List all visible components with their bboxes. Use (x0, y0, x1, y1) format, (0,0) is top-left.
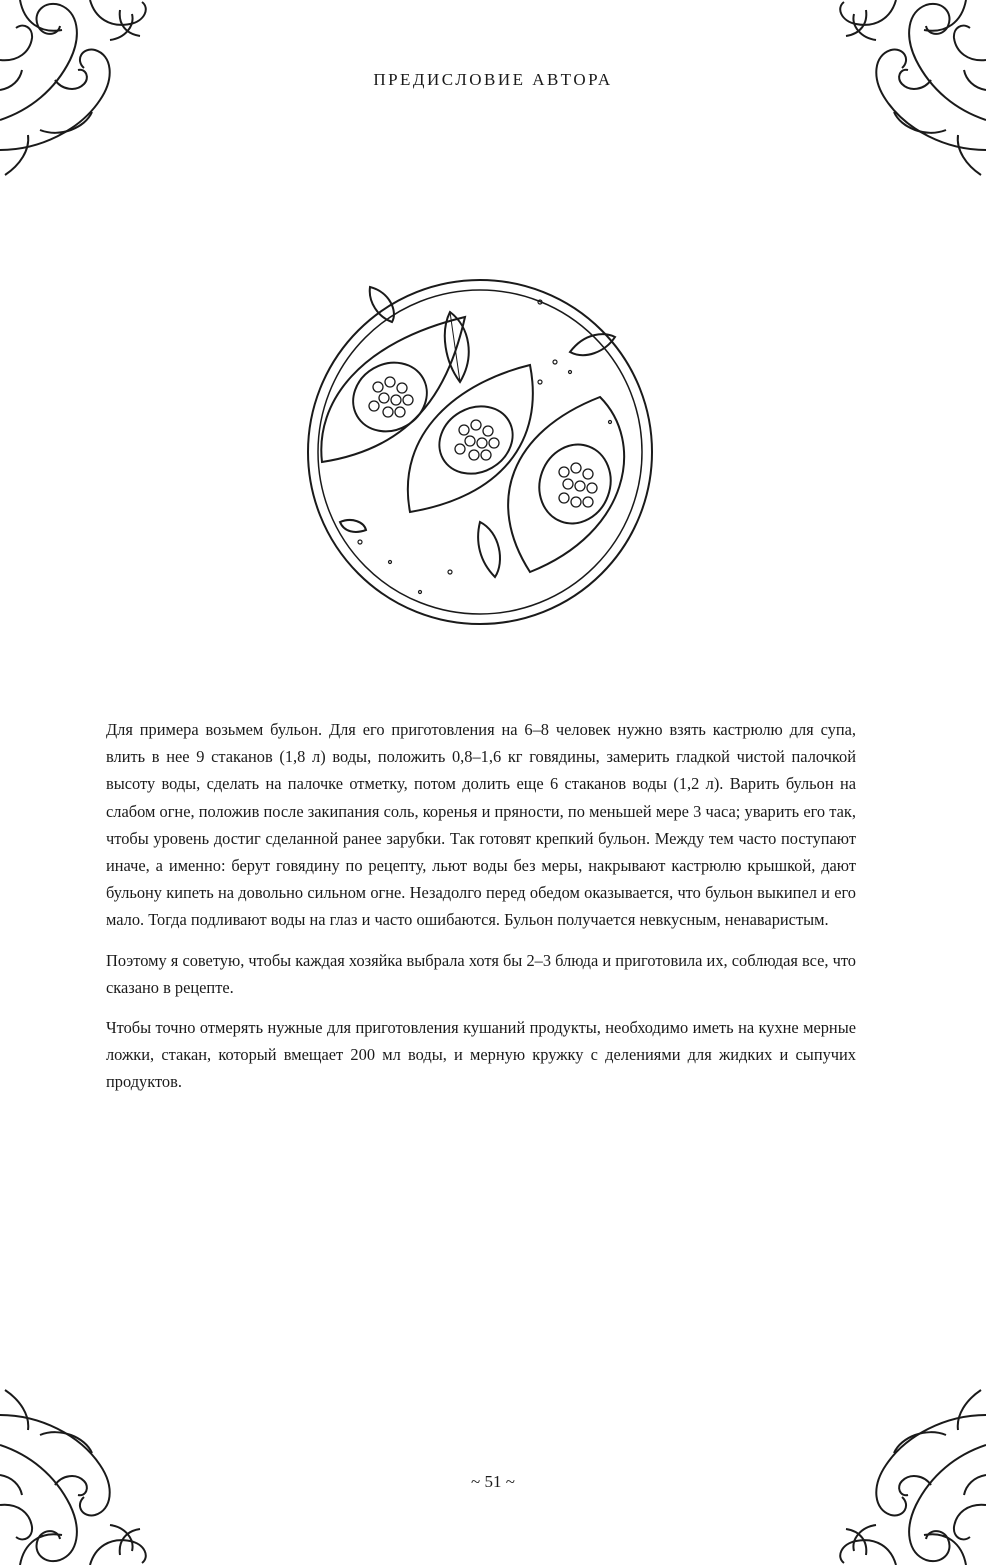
floral-corner-ornament-icon (796, 1375, 986, 1565)
page-number: ~ 51 ~ (471, 1472, 515, 1491)
running-title: ПРЕДИСЛОВИЕ АВТОРА (373, 70, 613, 89)
paragraph: Поэтому я советую, чтобы каждая хозяйка выбрала хотя бы 2–3 блюда и приготовила их, соблюдая все, что сказано в рецепте. (106, 950, 856, 997)
khachapuri-plate-illustration-icon (300, 272, 660, 632)
paragraph: Чтобы точно отмерять нужные для приготовления кушаний продукты, необходимо иметь на кухне мерные ложки, стакан, который вмещает 200 мл воды, и мерную кружку с делениями для жидких и сыпучих продуктов. (106, 1018, 856, 1092)
body-text (106, 716, 856, 1109)
floral-corner-ornament-icon (0, 0, 190, 190)
floral-corner-ornament-icon (796, 0, 986, 190)
floral-corner-ornament-icon (0, 1375, 190, 1565)
paragraph: Для примера возьмем бульон. Для его приготовления на 6–8 человек нужно взять кастрюлю для супа, влить в нее 9 стаканов (1,8 л) воды, положить 0,8–1,6 кг говядины, замерить гладкой чистой палочкой высоту воды, сделать на палочке отметку, потом долить еще 6 стаканов воды (1,2 л). Варить бульон на слабом огне, положив после закипания соль, коренья и пряности, по меньшей мере 3 часа; уварить его так, чтобы уровень достиг сделанной ранее зарубки. Так готовят крепкий бульон. Между тем часто поступают иначе, а именно: берут говядину по рецепту, льют воды без меры, накрывают кастрюлю крышкой, дают бульону кипеть на довольно сильном огне. Незадолго перед обедом оказывается, что бульон выкипел и его мало. Тогда подливают воды на глаз и часто ошибаются. Бульон получается невкусным, ненаваристым. (106, 720, 856, 930)
